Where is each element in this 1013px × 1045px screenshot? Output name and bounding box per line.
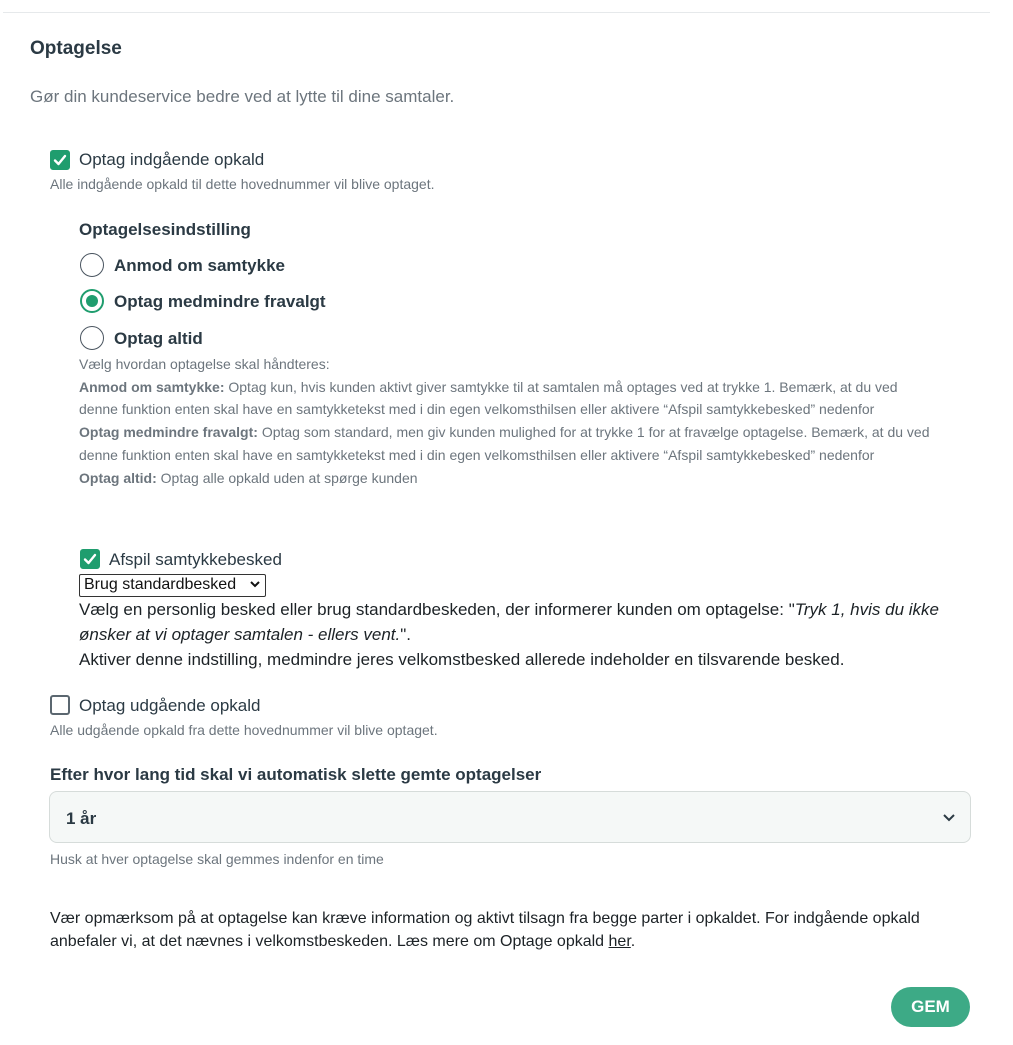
retention-hint: Husk at hver optagelse skal gemmes indenfor en time — [50, 851, 384, 867]
section-subtitle: Gør din kundeservice bedre ved at lytte til dine samtaler. — [30, 87, 455, 106]
description-item — [79, 467, 939, 490]
description-term: Optag medmindre fravalgt: — [79, 424, 258, 441]
consent-checkbox[interactable] — [80, 549, 100, 569]
outbound-hint: Alle udgående opkald fra dette hovednummer vil blive optaget. — [50, 722, 438, 738]
outbound-label[interactable]: Optag udgående opkald — [79, 696, 261, 715]
section-title: Optagelse — [30, 38, 122, 59]
description-term: Anmod om samtykke: — [79, 378, 225, 395]
description-text: Optag alle opkald uden at spørge kunden — [160, 469, 418, 486]
checkmark-icon — [53, 153, 67, 167]
recording-setting-description — [79, 353, 939, 489]
consent-text-before: Vælg en personlig besked eller brug standardbeskeden, der informerer kunden om optagelse: " — [79, 600, 795, 619]
consent-description — [79, 597, 949, 672]
notice-text: Vær opmærksom på at optagelse kan kræve information og aktivt tilsagn fra begge parter i opkaldet. For indgående opkald anbefaler vi, at det nævnes i velkomstbeskeden. Læs mere om Optage opkald — [50, 910, 920, 950]
inbound-checkbox[interactable] — [50, 150, 70, 170]
inbound-hint: Alle indgående opkald til dette hovednummer vil blive optaget. — [50, 176, 435, 192]
radio-request-consent-label[interactable]: Anmod om samtykke — [114, 256, 285, 275]
read-more-link[interactable]: her — [608, 933, 631, 950]
radio-record-unless-optout-label[interactable]: Optag medmindre fravalgt — [114, 292, 326, 311]
radio-record-always-label[interactable]: Optag altid — [114, 329, 203, 348]
top-divider — [3, 12, 990, 13]
description-text: Optag som standard, men giv kunden mulighed for at trykke 1 for at fravælge optagelse. Bemærk, at du ved denne funktion enten skal have en samtykketekst med i din egen velkomsthilsen eller aktivere “Afspil samtykkebesked” nedenfor — [79, 424, 930, 463]
consent-text-after: ". — [400, 625, 412, 644]
radio-record-always[interactable] — [80, 326, 104, 350]
consent-label[interactable]: Afspil samtykkebesked — [109, 550, 282, 569]
recording-setting-label: Optagelsesindstilling — [79, 220, 251, 239]
consent-message-select-value: Brug standardbesked — [84, 576, 237, 593]
description-item — [79, 421, 939, 466]
inbound-label[interactable]: Optag indgående opkald — [79, 150, 265, 169]
retention-select[interactable] — [49, 791, 971, 843]
consent-message-select[interactable] — [79, 574, 266, 597]
outbound-checkbox[interactable] — [50, 695, 70, 715]
checkmark-icon — [83, 552, 97, 566]
legal-notice — [50, 907, 980, 953]
retention-label: Efter hvor lang tid skal vi automatisk slette gemte optagelser — [50, 765, 542, 784]
radio-request-consent[interactable] — [80, 253, 104, 277]
consent-text-line2: Aktiver denne indstilling, medmindre jeres velkomstbesked allerede indeholder en tilsvarende besked. — [79, 650, 845, 669]
description-text: Optag kun, hvis kunden aktivt giver samtykke til at samtalen må optages ved at trykke 1. Bemærk, at du ved denne funktion enten skal have en samtykketekst med i din egen velkomsthilsen eller aktivere “Afspil samtykkebesked” nedenfor — [79, 378, 898, 418]
description-intro: Vælg hvordan optagelse skal håndteres: — [79, 356, 330, 372]
chevron-down-icon — [942, 812, 956, 824]
description-item — [79, 376, 939, 421]
retention-select-value: 1 år — [66, 809, 97, 828]
consent-quote: Tryk 1, hvis du ikke ønsker at vi optager samtalen - ellers vent. — [79, 600, 939, 644]
save-button[interactable]: GEM — [891, 987, 970, 1027]
notice-end: . — [630, 933, 636, 950]
chevron-down-icon — [249, 578, 261, 590]
description-term: Optag altid: — [79, 469, 157, 486]
radio-record-unless-optout[interactable] — [80, 289, 104, 313]
